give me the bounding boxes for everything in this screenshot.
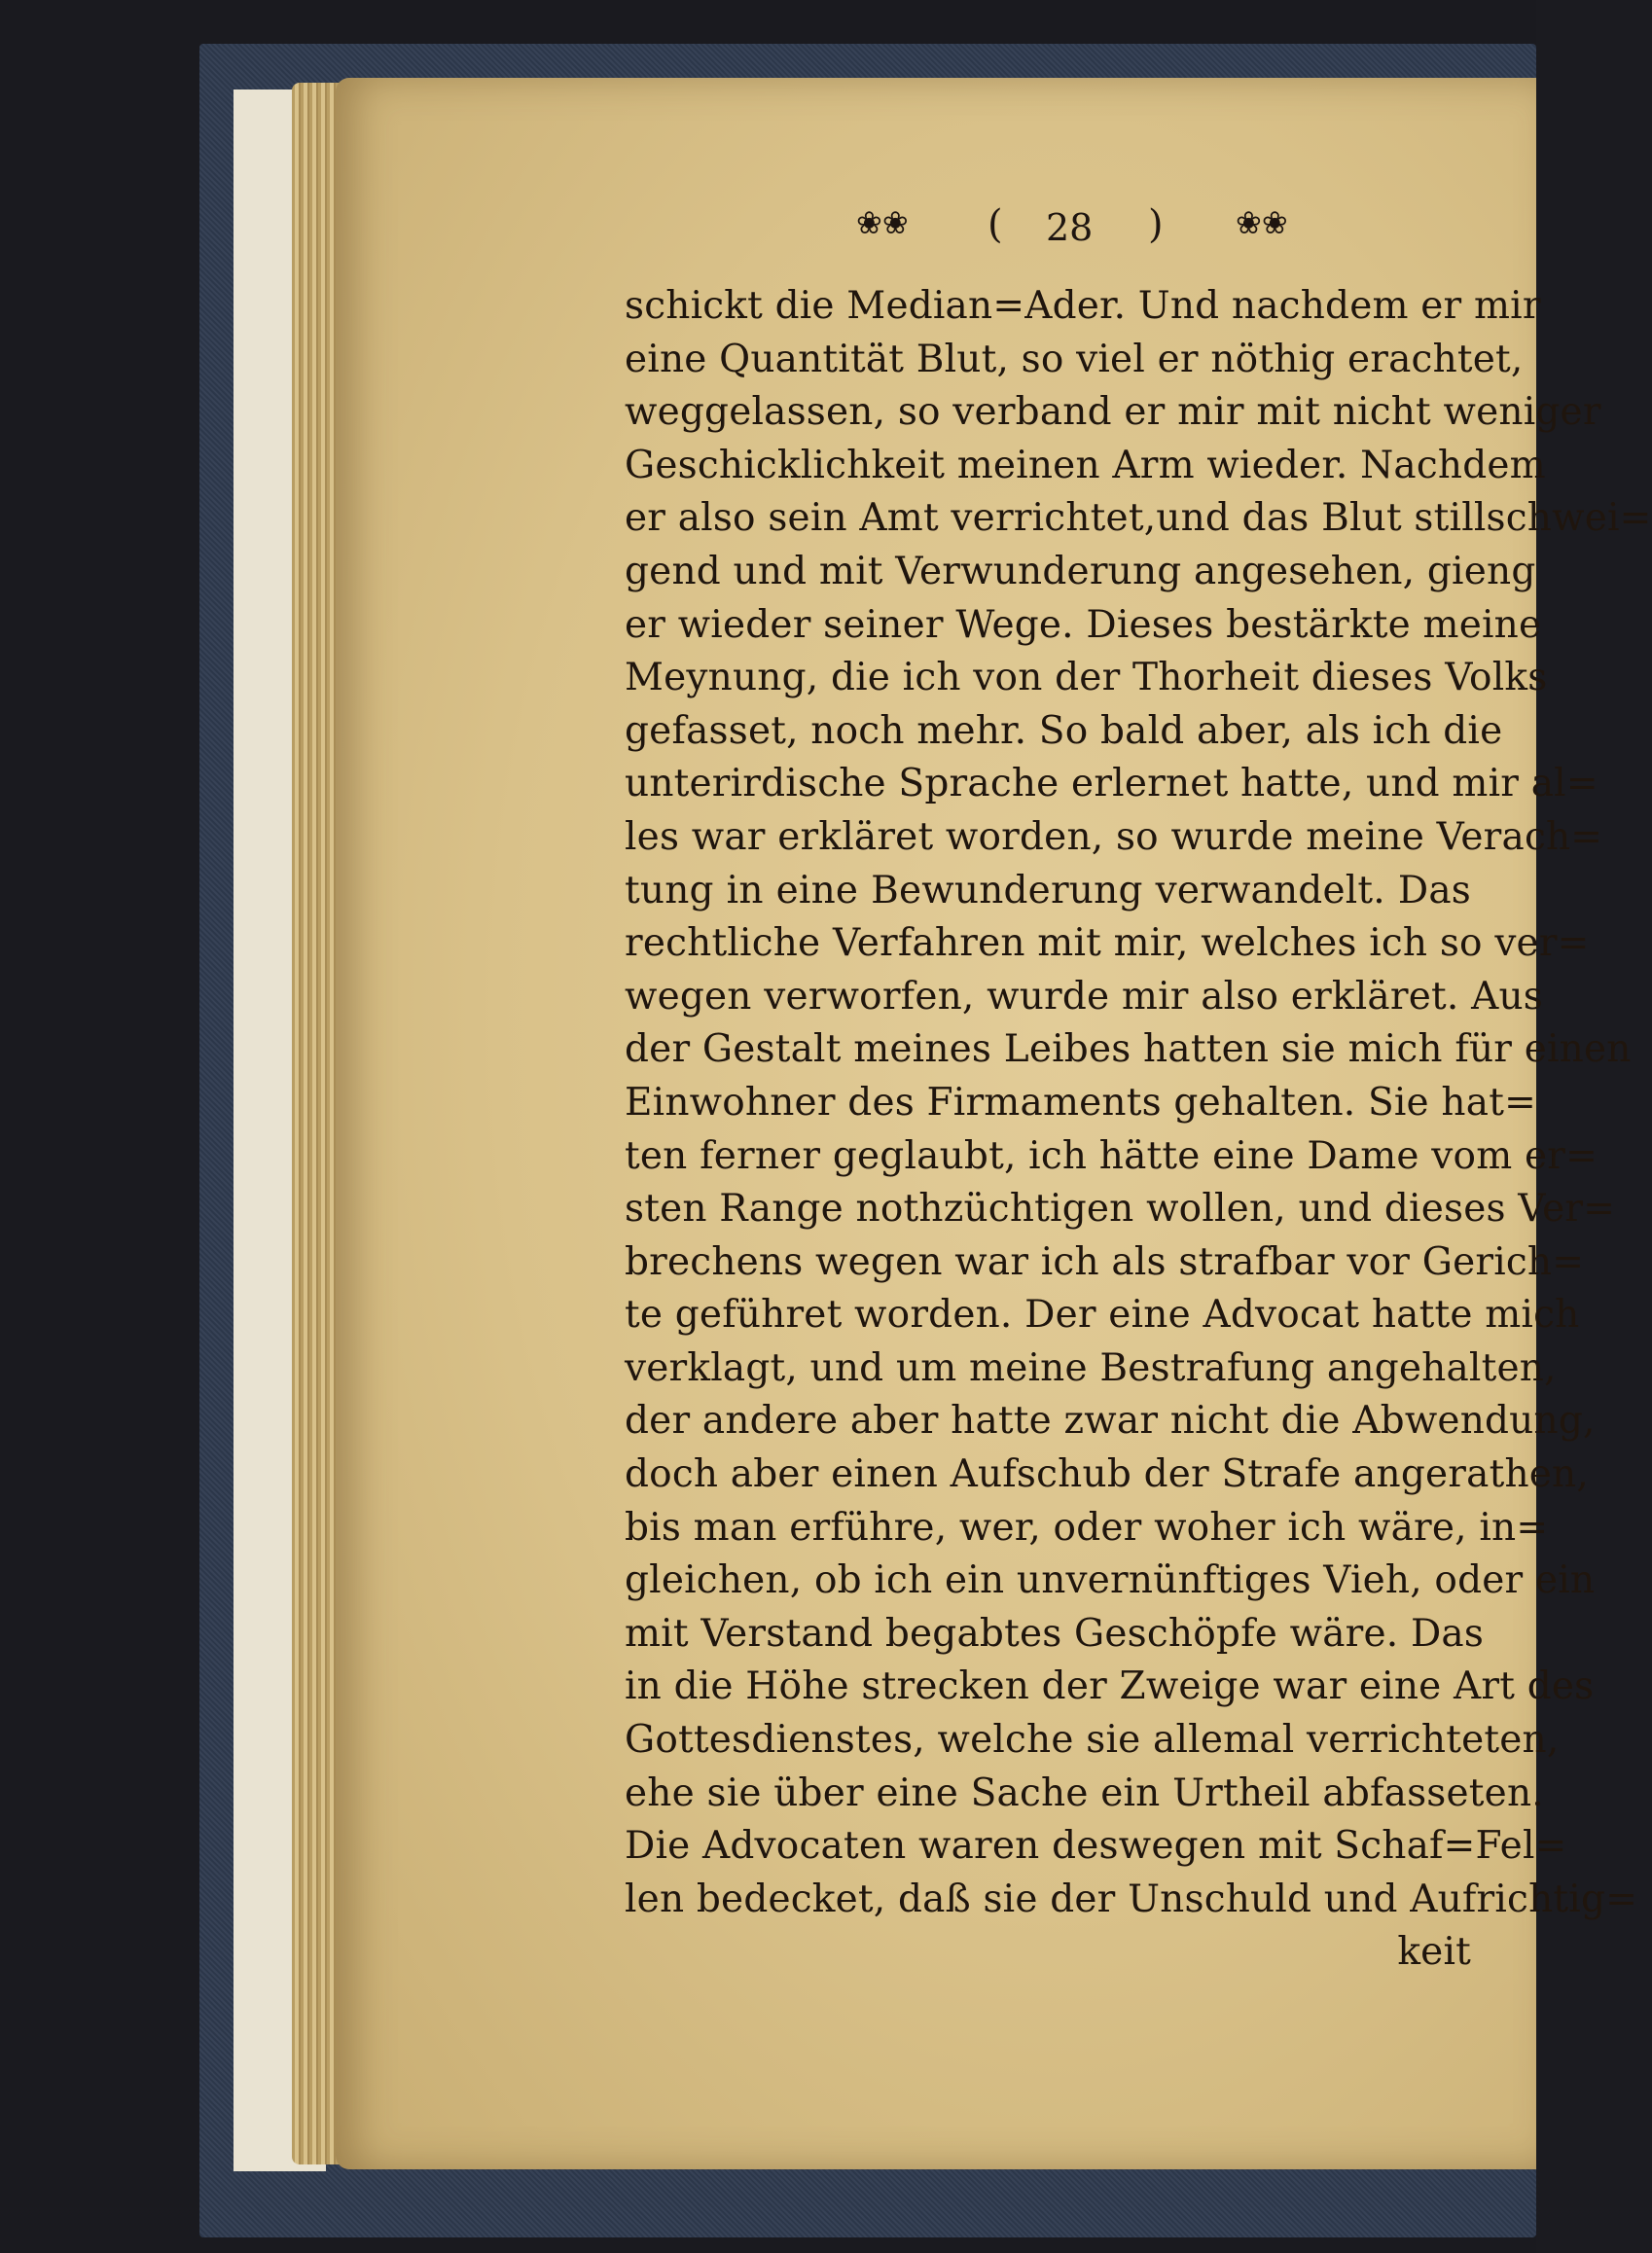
text-line: ehe sie über eine Sache ein Urtheil abfasseten. bbox=[625, 1770, 1544, 1815]
text-line: Meynung, die ich von der Thorheit dieses Volks bbox=[625, 656, 1548, 700]
text-line: mit Verstand begabtes Geschöpfe wäre. Das bbox=[625, 1611, 1485, 1656]
text-line: Geschicklichkeit meinen Arm wieder. Nachdem bbox=[625, 443, 1546, 487]
body-text bbox=[625, 280, 1652, 1980]
text-line: te geführet worden. Der eine Advocat hatte mich bbox=[625, 1293, 1580, 1338]
catchword: keit bbox=[1397, 1930, 1471, 1975]
text-line: weggelassen, so verband er mir mit nicht weniger bbox=[625, 390, 1601, 435]
text-line: gefasset, noch mehr. So bald aber, als ich die bbox=[625, 708, 1503, 753]
text-line: gleichen, ob ich ein unvernünftiges Vieh, oder ein bbox=[625, 1558, 1596, 1603]
ornament-right-icon: ❀❀ bbox=[1236, 204, 1288, 241]
text-line: Einwohner des Firmaments gehalten. Sie hat= bbox=[625, 1080, 1536, 1125]
text-line: in die Höhe strecken der Zweige war eine Art des bbox=[625, 1664, 1595, 1709]
text-line: tung in eine Bewunderung verwandelt. Das bbox=[625, 868, 1471, 912]
text-line: er wieder seiner Wege. Dieses bestärkte meine bbox=[625, 602, 1542, 647]
text-line: der Gestalt meines Leibes hatten sie mich für einen bbox=[625, 1027, 1632, 1072]
text-line: len bedecket, daß sie der Unschuld und Aufrichtig= bbox=[625, 1877, 1637, 1921]
text-line: gend und mit Verwunderung angesehen, gieng bbox=[625, 549, 1536, 593]
text-line: les war erkläret worden, so wurde meine Verach= bbox=[625, 814, 1603, 859]
text-line: Die Advocaten waren deswegen mit Schaf=Fel= bbox=[625, 1824, 1567, 1869]
text-line: ten ferner geglaubt, ich hätte eine Dame vom er= bbox=[625, 1133, 1598, 1178]
text-line: er also sein Amt verrichtet,und das Blut stillschwei= bbox=[625, 496, 1652, 541]
text-line: Gottesdienstes, welche sie allemal verrichteten, bbox=[625, 1718, 1560, 1763]
text-line: wegen verworfen, wurde mir also erkläret. Aus bbox=[625, 974, 1543, 1019]
page-header bbox=[856, 195, 1313, 263]
text-line: schickt die Median=Ader. Und nachdem er mir bbox=[625, 284, 1541, 328]
text-line: eine Quantität Blut, so viel er nöthig erachtet, bbox=[625, 337, 1524, 381]
page-number: 28 bbox=[1046, 206, 1094, 249]
text-line: sten Range nothzüchtigen wollen, und dieses Ver= bbox=[625, 1187, 1616, 1232]
text-line: unterirdische Sprache erlernet hatte, und mir al= bbox=[625, 762, 1598, 806]
ornament-left-icon: ❀❀ bbox=[856, 204, 909, 241]
text-line: rechtliche Verfahren mit mir, welches ich so ver= bbox=[625, 921, 1590, 966]
paren-left: ( bbox=[988, 202, 1003, 247]
paren-right: ) bbox=[1148, 202, 1164, 247]
text-line: doch aber einen Aufschub der Strafe angerathen, bbox=[625, 1452, 1589, 1497]
text-line: brechens wegen war ich als strafbar vor Gerich= bbox=[625, 1239, 1585, 1284]
text-line: bis man erführe, wer, oder woher ich wäre, in= bbox=[625, 1505, 1549, 1550]
text-line: der andere aber hatte zwar nicht die Abwendung, bbox=[625, 1399, 1596, 1444]
text-line: verklagt, und um meine Bestrafung angehalten, bbox=[625, 1345, 1557, 1390]
